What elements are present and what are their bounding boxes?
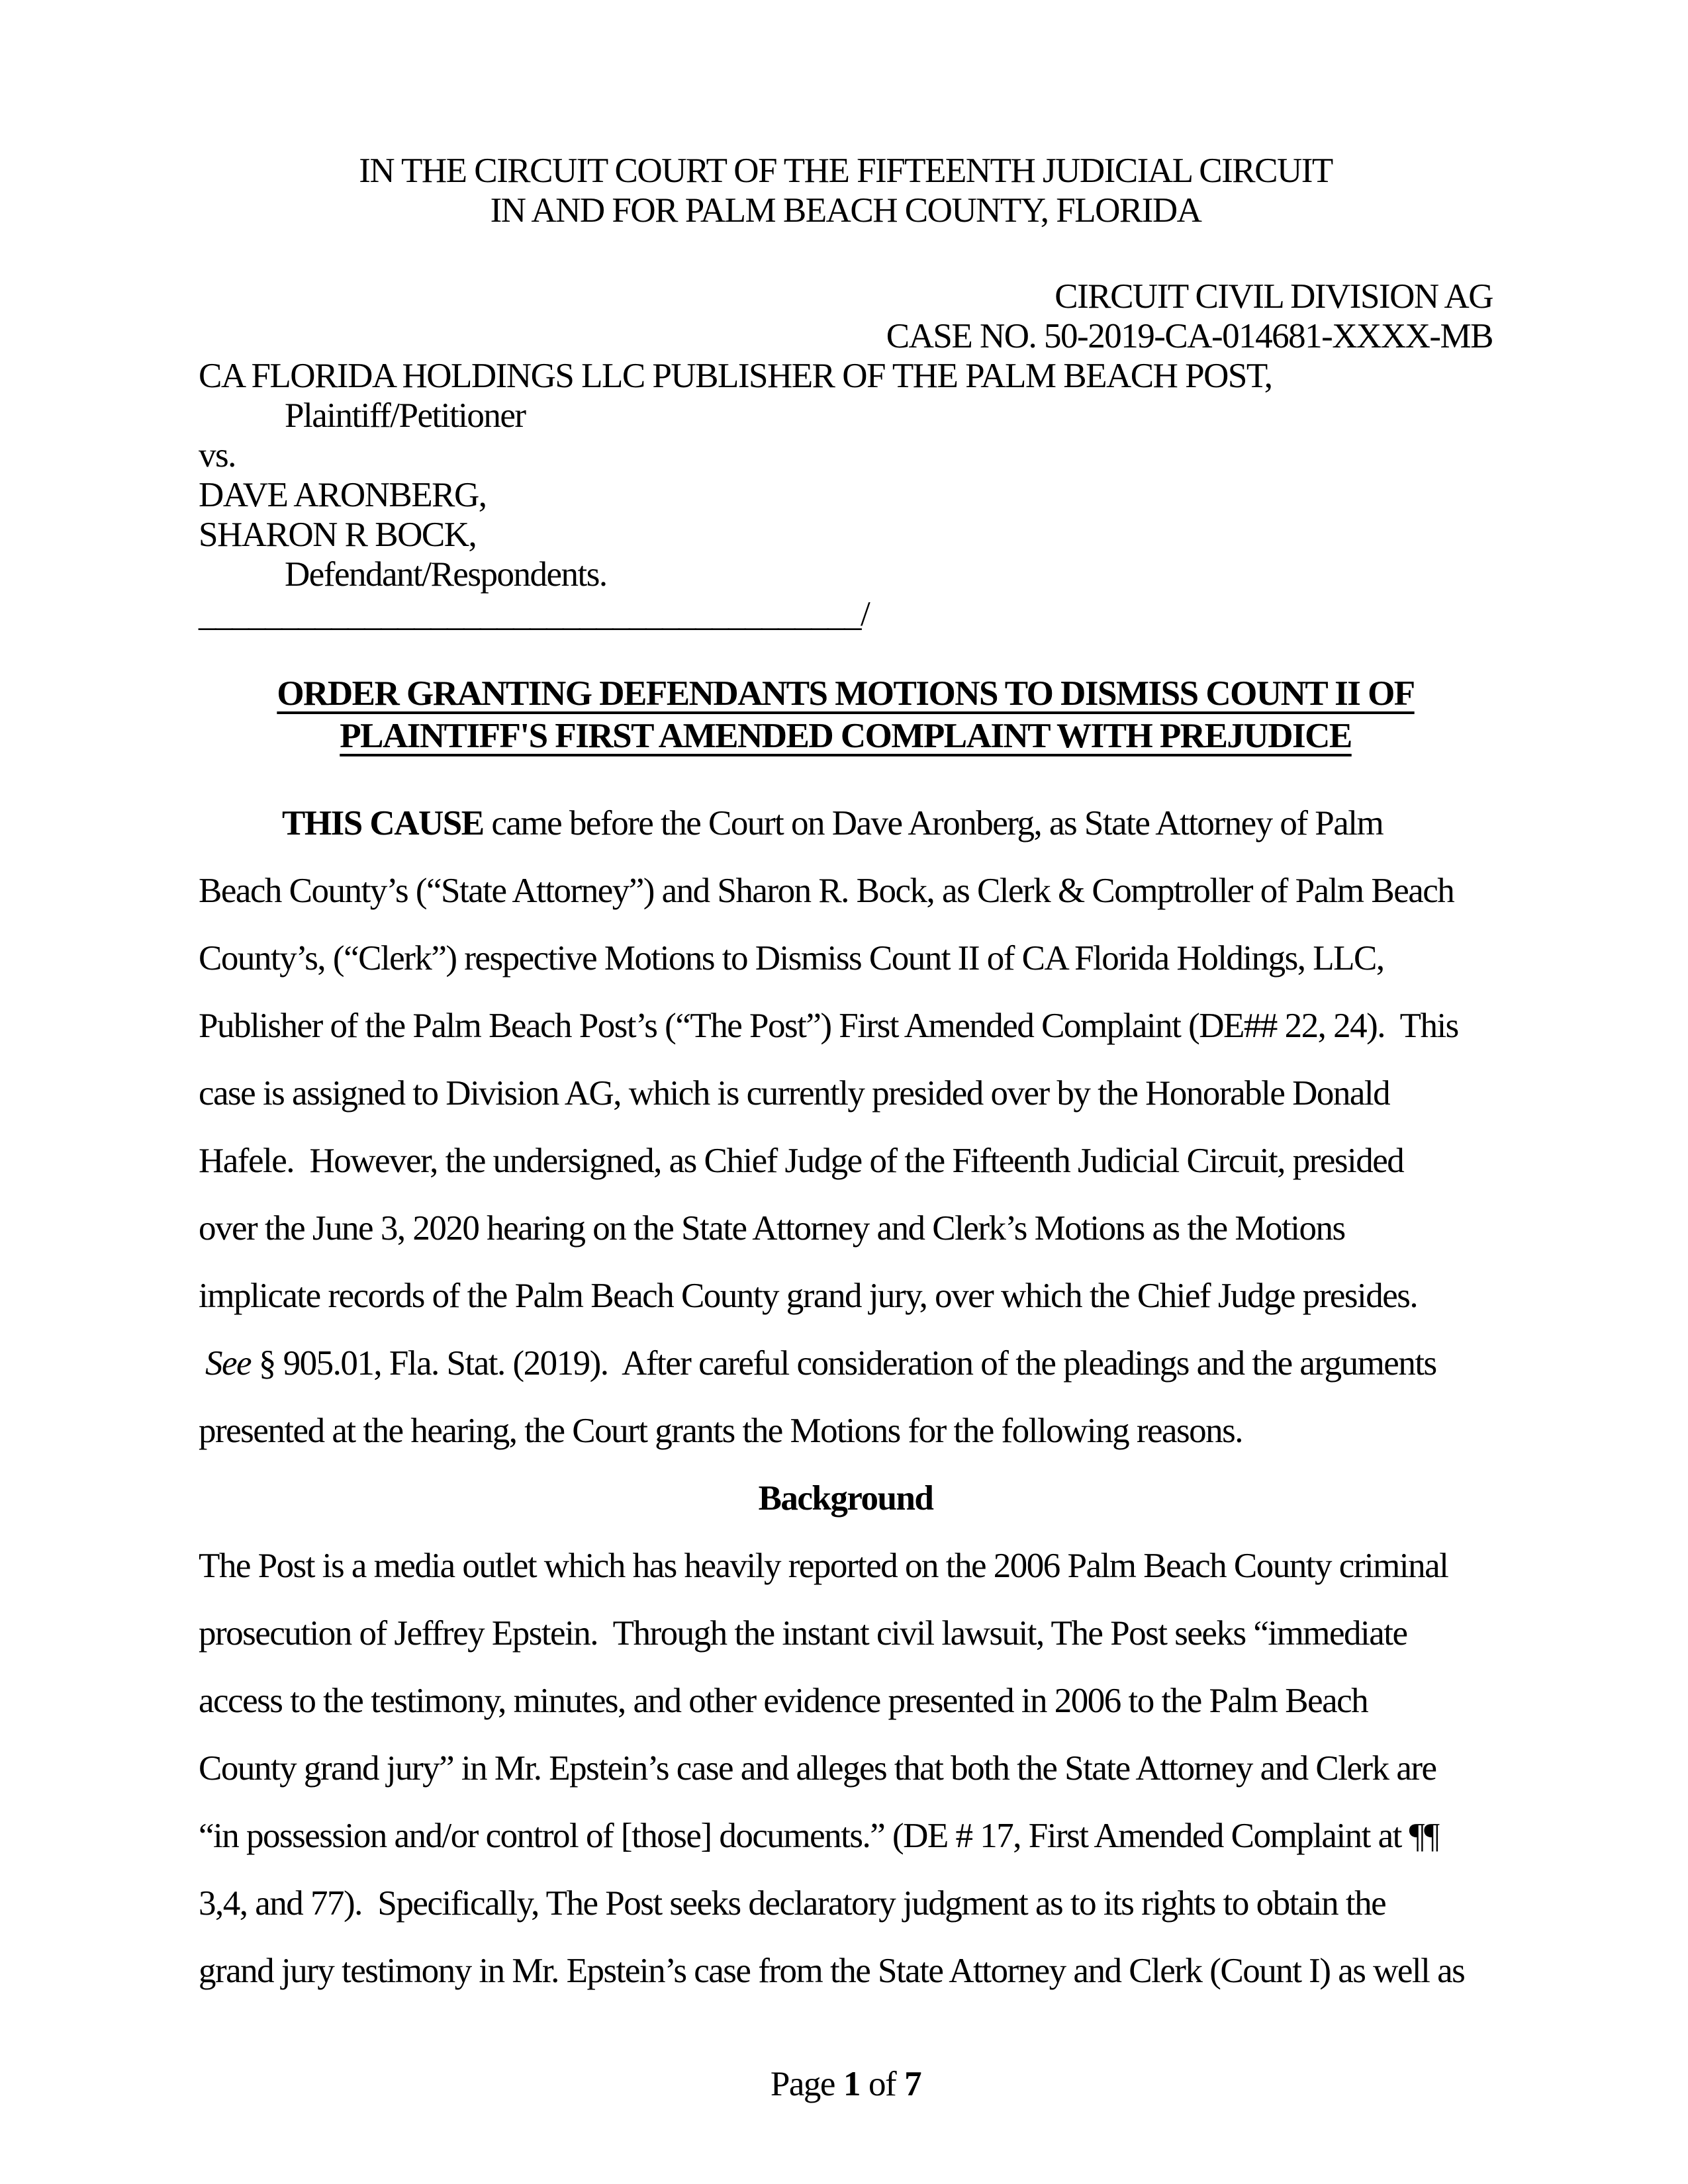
paragraph-line — [199, 1330, 1493, 1397]
paragraph-line: access to the testimony, minutes, and other evidence presented in 2006 to the Palm Beach — [199, 1682, 1368, 1720]
court-name-line-2: IN AND FOR PALM BEACH COUNTY, FLORIDA — [490, 191, 1201, 230]
see-citation: See — [205, 1344, 252, 1383]
paragraph-this-cause — [199, 790, 1493, 1465]
paragraph-line: The Post is a media outlet which has heavily reported on the 2006 Palm Beach County criminal — [199, 1547, 1448, 1585]
paragraph-line: County grand jury” in Mr. Epstein’s case and alleges that both the State Attorney and Clerk are — [199, 1749, 1436, 1788]
of-label: of — [868, 2065, 896, 2103]
caption-rule: ________________________________________/ — [199, 595, 870, 633]
paragraph-line: implicate records of the Palm Beach County grand jury, over which the Chief Judge presides. — [199, 1277, 1418, 1315]
defendant-name-1: DAVE ARONBERG, — [199, 476, 487, 514]
paragraph-line: grand jury testimony in Mr. Epstein’s case from the State Attorney and Clerk (Count I) as well as — [199, 1952, 1465, 1990]
order-title-line-1: ORDER GRANTING DEFENDANTS MOTIONS TO DISMISS COUNT II OF — [277, 674, 1415, 713]
paragraph-line: Beach County’s (“State Attorney”) and Sharon R. Bock, as Clerk & Comptroller of Palm Beach — [199, 872, 1454, 910]
line-text: § 905.01, Fla. Stat. (2019). After careful consideration of the pleadings and the arguments — [251, 1344, 1436, 1383]
order-title-line-2: PLAINTIFF'S FIRST AMENDED COMPLAINT WITH PREJUDICE — [340, 717, 1352, 755]
paragraph-line: Hafele. However, the undersigned, as Chief Judge of the Fifteenth Judicial Circuit, presided — [199, 1142, 1404, 1180]
line-text: came before the Court on Dave Aronberg, as State Attorney of Palm — [483, 804, 1383, 842]
versus-label: vs. — [199, 436, 236, 475]
paragraph-line: 3,4, and 77). Specifically, The Post seeks declaratory judgment as to its rights to obtain the — [199, 1884, 1386, 1923]
paragraph-line: “in possession and/or control of [those] documents.” (DE # 17, First Amended Complaint at ¶¶ — [199, 1817, 1439, 1855]
division-label: CIRCUIT CIVIL DIVISION AG — [1055, 277, 1493, 316]
plaintiff-role: Plaintiff/Petitioner — [285, 396, 526, 435]
defendant-role: Defendant/Respondents. — [285, 555, 607, 594]
court-name-line-1: IN THE CIRCUIT COURT OF THE FIFTEENTH JUDICIAL CIRCUIT — [359, 152, 1333, 190]
paragraph-line: over the June 3, 2020 hearing on the State Attorney and Clerk’s Motions as the Motions — [199, 1209, 1345, 1248]
paragraph-line: County’s, (“Clerk”) respective Motions to Dismiss Count II of CA Florida Holdings, LLC, — [199, 939, 1384, 978]
court-header — [199, 151, 1493, 230]
page-total: 7 — [904, 2065, 921, 2103]
paragraph-line — [199, 790, 1493, 857]
order-title — [199, 672, 1493, 757]
paragraph-background — [199, 1532, 1493, 2005]
paragraph-line: presented at the hearing, the Court grants the Motions for the following reasons. — [199, 1412, 1243, 1450]
case-info-block — [199, 277, 1493, 356]
this-cause-lead: THIS CAUSE — [282, 804, 484, 842]
defendant-name-2: SHARON R BOCK, — [199, 516, 477, 554]
case-number: CASE NO. 50-2019-CA-014681-XXXX-MB — [886, 317, 1493, 355]
case-caption — [199, 356, 1493, 634]
background-heading: Background — [758, 1479, 933, 1518]
paragraph-line: case is assigned to Division AG, which is currently presided over by the Honorable Donald — [199, 1074, 1390, 1113]
page-label: Page — [770, 2065, 835, 2103]
paragraph-line: prosecution of Jeffrey Epstein. Through the instant civil lawsuit, The Post seeks “immediate — [199, 1614, 1407, 1653]
page-footer — [199, 2064, 1493, 2104]
page-number: 1 — [843, 2065, 860, 2103]
paragraph-line: Publisher of the Palm Beach Post’s (“The Post”) First Amended Complaint (DE## 22, 24). This — [199, 1007, 1458, 1045]
plaintiff-name: CA FLORIDA HOLDINGS LLC PUBLISHER OF THE PALM BEACH POST, — [199, 357, 1272, 395]
